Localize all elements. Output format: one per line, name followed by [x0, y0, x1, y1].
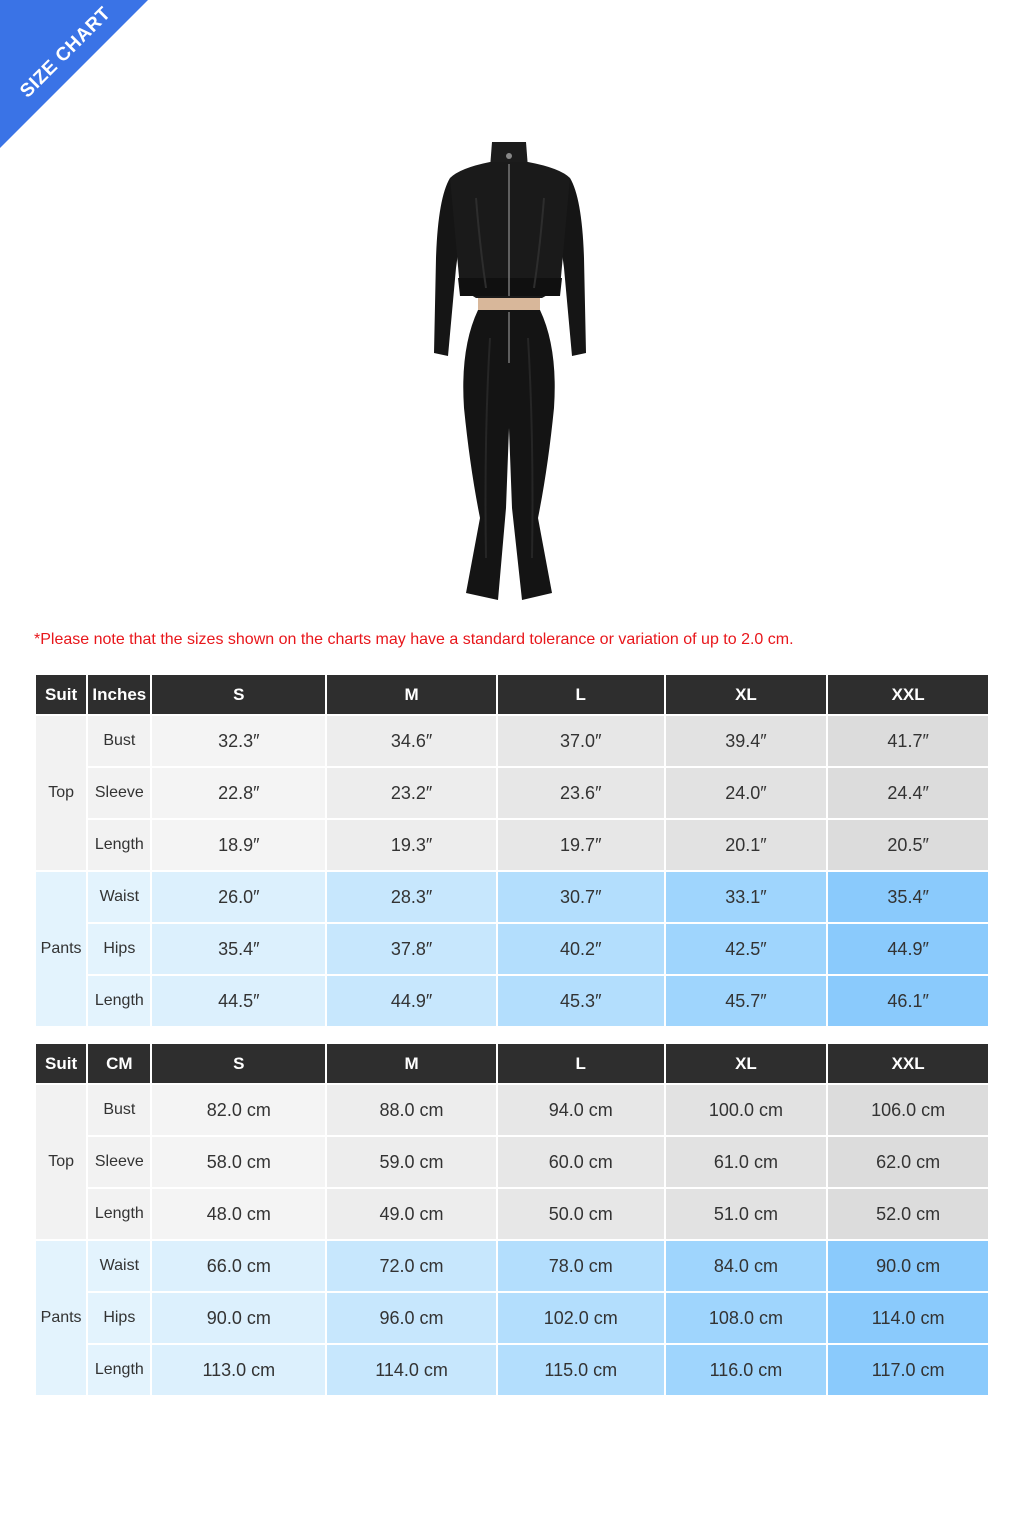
table-cell: 116.0 cm — [666, 1345, 827, 1395]
header-unit: CM — [88, 1044, 150, 1083]
header-size-s: S — [152, 675, 325, 714]
badge-label: SIZE CHART — [16, 3, 116, 103]
table-cell: 117.0 cm — [828, 1345, 988, 1395]
table-cell: 96.0 cm — [327, 1293, 496, 1343]
table-row — [36, 924, 988, 974]
header-row — [36, 675, 988, 714]
table-cell: 59.0 cm — [327, 1137, 496, 1187]
table-cell: 41.7″ — [828, 716, 988, 766]
table-cell: 24.4″ — [828, 768, 988, 818]
table-cell: 113.0 cm — [152, 1345, 325, 1395]
table-row — [36, 872, 988, 922]
table-cell: 106.0 cm — [828, 1085, 988, 1135]
table-cell: 114.0 cm — [327, 1345, 496, 1395]
table-cell: 90.0 cm — [152, 1293, 325, 1343]
table-row — [36, 1137, 988, 1187]
part-label: Waist — [88, 872, 150, 922]
part-label: Sleeve — [88, 1137, 150, 1187]
table-cell: 51.0 cm — [666, 1189, 827, 1239]
part-label: Length — [88, 1345, 150, 1395]
table-row — [36, 1293, 988, 1343]
table-cell: 45.3″ — [498, 976, 664, 1026]
table-cell: 44.5″ — [152, 976, 325, 1026]
table-cell: 50.0 cm — [498, 1189, 664, 1239]
table-cell: 23.2″ — [327, 768, 496, 818]
product-image — [420, 138, 600, 608]
table-row — [36, 716, 988, 766]
part-label: Bust — [88, 1085, 150, 1135]
table-cell: 49.0 cm — [327, 1189, 496, 1239]
table-cell: 22.8″ — [152, 768, 325, 818]
table-cell: 42.5″ — [666, 924, 827, 974]
table-cell: 114.0 cm — [828, 1293, 988, 1343]
table-cell: 72.0 cm — [327, 1241, 496, 1291]
table-cell: 37.0″ — [498, 716, 664, 766]
tolerance-note: *Please note that the sizes shown on the charts may have a standard tolerance or variation of up to 2.0 cm. — [34, 631, 794, 648]
table-cell: 33.1″ — [666, 872, 827, 922]
table-cell: 23.6″ — [498, 768, 664, 818]
table-cell: 66.0 cm — [152, 1241, 325, 1291]
part-label: Length — [88, 976, 150, 1026]
table-cell: 39.4″ — [666, 716, 827, 766]
table-cell: 37.8″ — [327, 924, 496, 974]
header-row — [36, 1044, 988, 1083]
table-cell: 88.0 cm — [327, 1085, 496, 1135]
header-size-xl: XL — [666, 675, 827, 714]
badge-triangle-icon — [0, 0, 150, 150]
group-label: Pants — [36, 1241, 86, 1395]
table-cell: 20.5″ — [828, 820, 988, 870]
group-label: Pants — [36, 872, 86, 1026]
table-row — [36, 1241, 988, 1291]
table-cell: 84.0 cm — [666, 1241, 827, 1291]
table-row — [36, 1085, 988, 1135]
table-row — [36, 976, 988, 1026]
table-cell: 40.2″ — [498, 924, 664, 974]
table-cell: 44.9″ — [327, 976, 496, 1026]
table-cell: 102.0 cm — [498, 1293, 664, 1343]
part-label: Sleeve — [88, 768, 150, 818]
part-label: Bust — [88, 716, 150, 766]
cm-size-table — [34, 1042, 990, 1397]
table-cell: 58.0 cm — [152, 1137, 325, 1187]
header-suit: Suit — [36, 675, 86, 714]
table-cell: 19.3″ — [327, 820, 496, 870]
table-cell: 48.0 cm — [152, 1189, 325, 1239]
table-cell: 34.6″ — [327, 716, 496, 766]
table-cell: 78.0 cm — [498, 1241, 664, 1291]
jacket-and-flare-pants-icon — [420, 138, 600, 608]
table-row — [36, 820, 988, 870]
part-label: Hips — [88, 924, 150, 974]
table-cell: 30.7″ — [498, 872, 664, 922]
table-row — [36, 768, 988, 818]
table-cell: 24.0″ — [666, 768, 827, 818]
size-chart-badge — [0, 0, 150, 150]
header-size-xxl: XXL — [828, 1044, 988, 1083]
part-label: Waist — [88, 1241, 150, 1291]
header-size-xl: XL — [666, 1044, 827, 1083]
table-cell: 45.7″ — [666, 976, 827, 1026]
table-cell: 35.4″ — [828, 872, 988, 922]
table-cell: 108.0 cm — [666, 1293, 827, 1343]
header-size-l: L — [498, 1044, 664, 1083]
table-cell: 20.1″ — [666, 820, 827, 870]
table-cell: 46.1″ — [828, 976, 988, 1026]
table-cell: 61.0 cm — [666, 1137, 827, 1187]
table-cell: 62.0 cm — [828, 1137, 988, 1187]
header-size-m: M — [327, 675, 496, 714]
group-label: Top — [36, 716, 86, 870]
group-label: Top — [36, 1085, 86, 1239]
table-cell: 52.0 cm — [828, 1189, 988, 1239]
table-cell: 115.0 cm — [498, 1345, 664, 1395]
part-label: Length — [88, 820, 150, 870]
table-row — [36, 1189, 988, 1239]
table-cell: 100.0 cm — [666, 1085, 827, 1135]
header-size-s: S — [152, 1044, 325, 1083]
table-cell: 18.9″ — [152, 820, 325, 870]
table-cell: 28.3″ — [327, 872, 496, 922]
header-unit: Inches — [88, 675, 150, 714]
table-cell: 82.0 cm — [152, 1085, 325, 1135]
table-cell: 32.3″ — [152, 716, 325, 766]
header-size-l: L — [498, 675, 664, 714]
table-cell: 90.0 cm — [828, 1241, 988, 1291]
table-cell: 26.0″ — [152, 872, 325, 922]
inches-size-table — [34, 673, 990, 1028]
table-cell: 35.4″ — [152, 924, 325, 974]
table-cell: 44.9″ — [828, 924, 988, 974]
table-cell: 60.0 cm — [498, 1137, 664, 1187]
part-label: Length — [88, 1189, 150, 1239]
header-size-xxl: XXL — [828, 675, 988, 714]
table-cell: 19.7″ — [498, 820, 664, 870]
table-cell: 94.0 cm — [498, 1085, 664, 1135]
part-label: Hips — [88, 1293, 150, 1343]
header-size-m: M — [327, 1044, 496, 1083]
header-suit: Suit — [36, 1044, 86, 1083]
table-row — [36, 1345, 988, 1395]
